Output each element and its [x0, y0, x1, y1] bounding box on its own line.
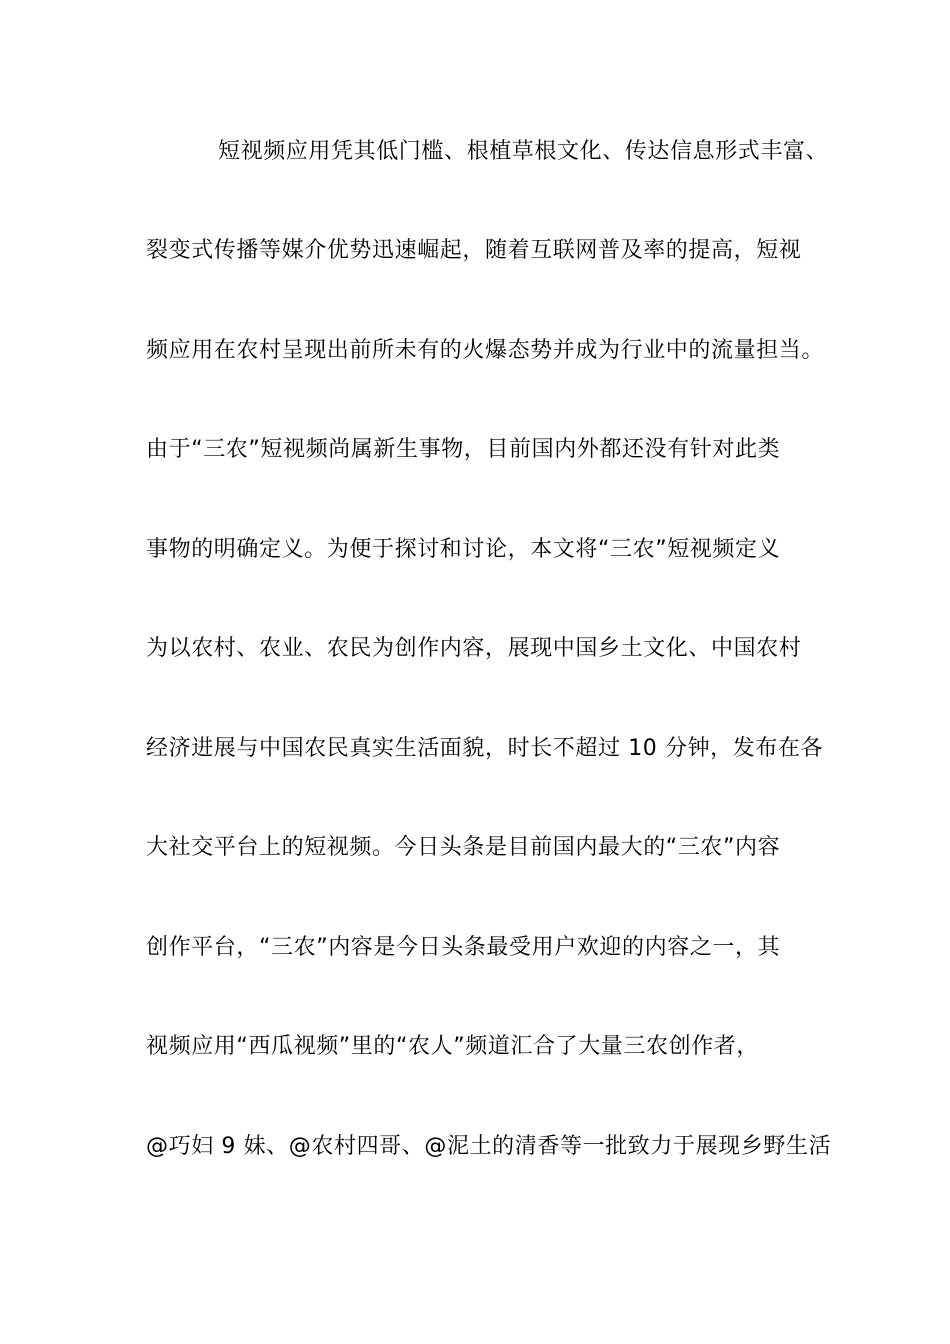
- paragraph-line: 频应用在农村呈现出前所未有的火爆态势并成为行业中的流量担当。: [146, 338, 825, 363]
- paragraph-line: 事物的明确定义。为便于探讨和讨论，本文将“三农”短视频定义: [146, 537, 781, 562]
- paragraph-line: @巧妇 9 妹、@农村四哥、@泥土的清香等一批致力于展现乡野生活: [146, 1134, 832, 1159]
- paragraph-line: 由于“三农”短视频尚属新生事物，目前国内外都还没有针对此类: [146, 437, 781, 462]
- paragraph-line: 大社交平台上的短视频。今日头条是目前国内最大的“三农”内容: [146, 835, 781, 860]
- paragraph-line: 经济进展与中国农民真实生活面貌，时长不超过 10 分钟，发布在各: [146, 736, 824, 761]
- paragraph-line: 为以农村、农业、农民为创作内容，展现中国乡土文化、中国农村: [146, 636, 802, 661]
- paragraph-line: 短视频应用凭其低门槛、根植草根文化、传达信息形式丰富、: [218, 139, 829, 164]
- paragraph-line: 裂变式传播等媒介优势迅速崛起，随着互联网普及率的提高，短视: [146, 238, 802, 263]
- paragraph-line: 视频应用“西瓜视频”里的“农人”频道汇合了大量三农创作者，: [146, 1034, 759, 1059]
- paragraph-line: 创作平台，“三农”内容是今日头条最受用户欢迎的内容之一，其: [146, 935, 781, 960]
